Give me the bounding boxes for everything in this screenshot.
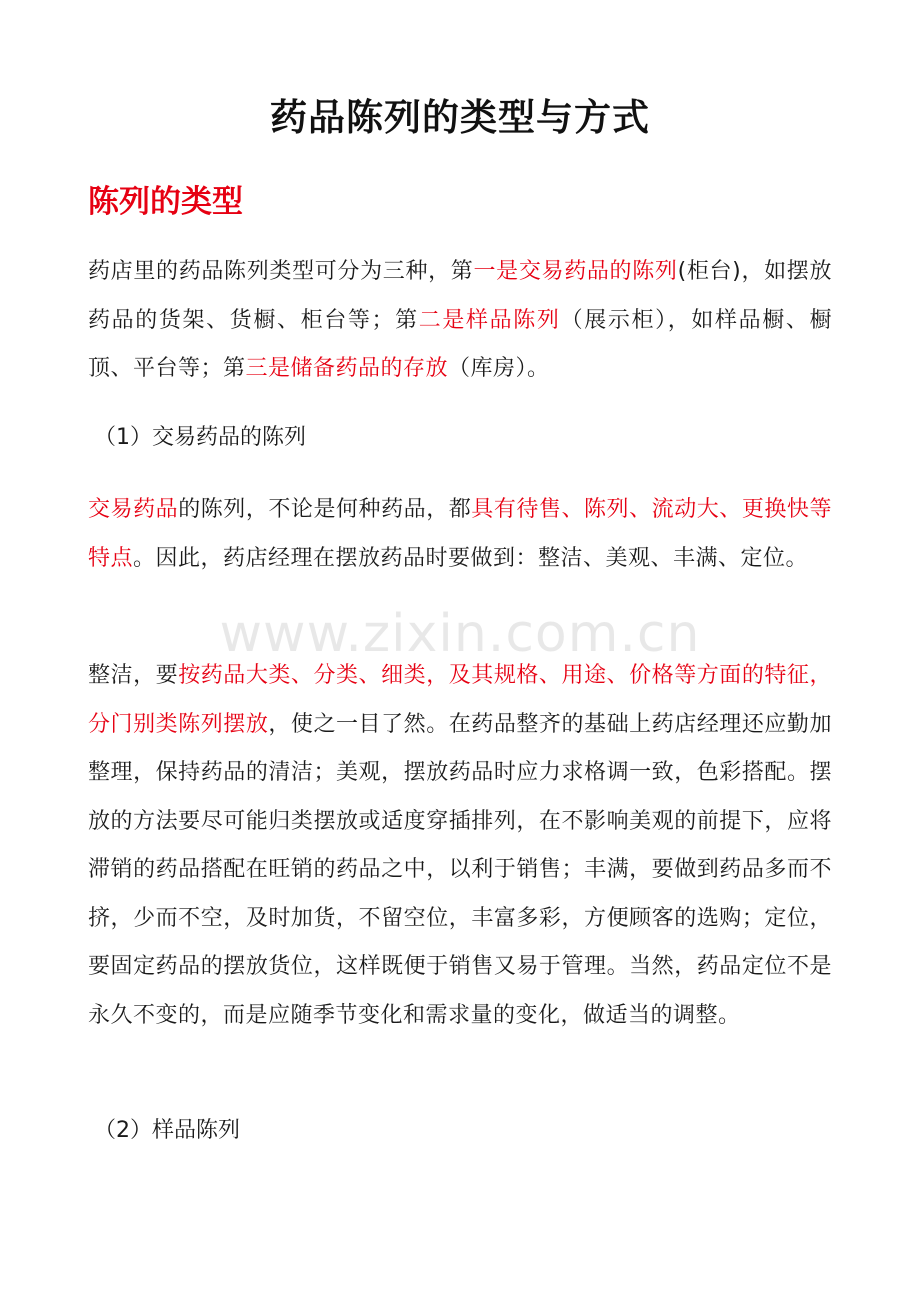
highlight-text: 交易药品的陈列 (518, 259, 678, 284)
paragraph-tidy-display (88, 652, 832, 1040)
document-title: 药品陈列的类型与方式 (270, 96, 650, 139)
text-run: 药店里的药品陈列类型可分为三种，第 (88, 259, 474, 284)
highlight-text: 交易药品 (88, 497, 179, 522)
text-run: 的陈列，不论是何种药品，都 (178, 497, 472, 522)
highlight-text: 储备药品的存放 (290, 356, 449, 381)
text-run: （库房）。 (448, 356, 550, 381)
text-run: （展示柜），如样品橱、橱顶、平台等；第 (88, 307, 832, 381)
text-run: 整洁，要 (88, 663, 179, 688)
text-run: (柜台)，如摆放药品的货架、货橱、柜台等；第 (88, 259, 832, 333)
text-run: 。因此，药店经理在摆放药品时要做到：整洁、美观、丰满、定位。 (133, 545, 809, 571)
section-heading: 陈列的类型 (88, 184, 243, 220)
highlight-text: 具有待售、陈列、流动大、更换快等特点 (88, 497, 832, 571)
paragraph-display-types (88, 248, 832, 394)
highlight-text: 样品陈列 (466, 307, 561, 333)
watermark: www.zixin.com.cn (219, 604, 701, 664)
subheading-sample-display: （2）样品陈列 (94, 1118, 240, 1143)
subheading-trading-display: （1）交易药品的陈列 (94, 425, 306, 450)
highlight-text: 三是 (245, 356, 291, 381)
highlight-text: 一是 (473, 259, 519, 284)
text-run: ，使之一目了然。在药品整齐的基础上药店经理还应勤加整理，保持药品的清洁；美观，摆放药品时应力求格调一致，色彩搭配。摆放的方法要尽可能归类摆放或适度穿插排列，在不影响美观的前提下，应将滞销的药品搭配在旺销的药品之中，以利于销售；丰满，要做到药品多而不挤，少而不空，及时加货，不留空位，丰富多彩，方便顾客的选购；定位，要固定药品的摆放货位，这样既便于销售又易于管理。当然，药品定位不是永久不变的，而是应随季节变化和需求量的变化，做适当的调整。 (88, 711, 832, 1028)
highlight-text: 按药品大类、分类、细类，及其规格、用途、价格等方面的特征，分门别类陈列摆放 (88, 663, 832, 737)
highlight-text: 二是 (418, 307, 467, 333)
paragraph-trading-display (88, 486, 832, 583)
